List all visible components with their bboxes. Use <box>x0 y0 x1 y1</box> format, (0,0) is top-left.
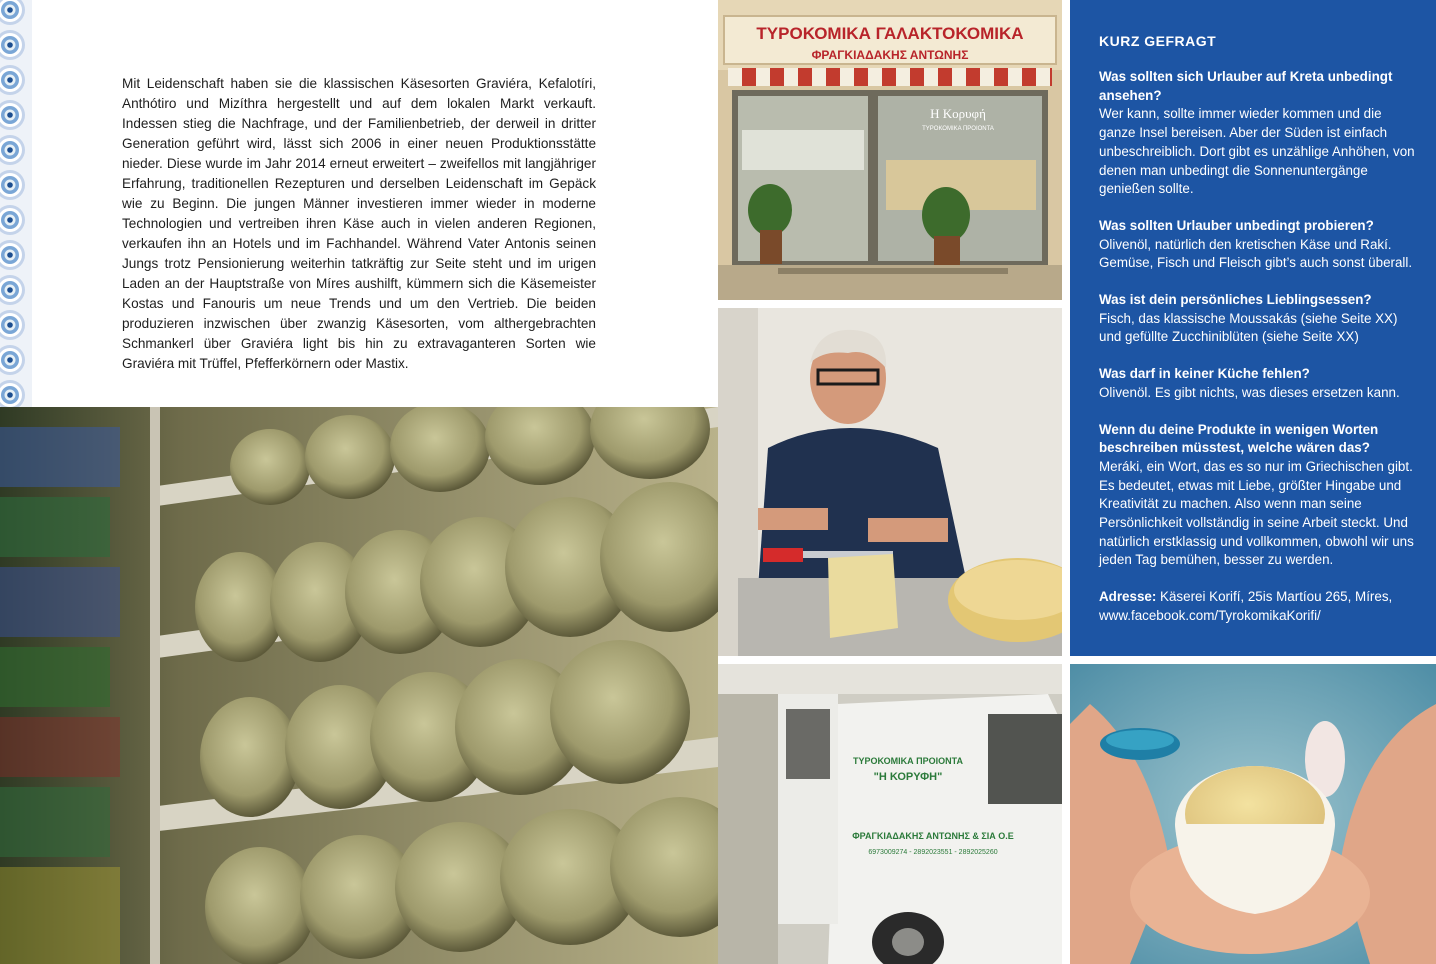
van-text-line4: 6973009274 - 2892023551 - 2892025260 <box>868 849 998 856</box>
qa-item <box>1099 217 1416 273</box>
address-url-link[interactable]: www.facebook.com/TyrokomikaKorifi/ <box>1099 607 1321 623</box>
shop-window-subtitle: ΤΥΡΟΚΟΜΙΚΑ ΠΡΟΙΟΝΤΑ <box>922 126 994 132</box>
cheesemaker-photo <box>718 308 1062 656</box>
answer: Olivenöl, natürlich den kretischen Käse und Rakí. Gemüse, Fisch und Fleisch gibt’s auch sonst überall. <box>1099 236 1413 271</box>
question: Was sollten sich Urlauber auf Kreta unbedingt ansehen? <box>1099 69 1393 103</box>
delivery-van-photo <box>718 664 1062 964</box>
address-block <box>1099 588 1416 625</box>
address-label: Adresse: <box>1099 589 1157 605</box>
interview-heading: KURZ GEFRAGT <box>1099 33 1217 49</box>
qa-item <box>1099 421 1416 571</box>
shop-front-photo <box>718 0 1062 300</box>
question: Was darf in keiner Küche fehlen? <box>1099 366 1310 382</box>
qa-item <box>1099 291 1416 347</box>
shop-sign-line1: ΤΥΡΟΚΟΜΙΚΑ ΓΑΛΑΚΤΟΚΟΜΙΚΑ <box>756 24 1024 43</box>
shop-sign-line2: ΦΡΑΓΚΙΑΔΑΚΗΣ ΑΝΤΩΝΗΣ <box>811 48 969 62</box>
hands-holding-cheese-photo <box>1070 664 1436 964</box>
shop-window-name: Η Κορυφή <box>930 106 986 121</box>
qa-item <box>1099 365 1416 402</box>
address-value: Käserei Korifí, 25is Martíou 265, Míres, <box>1160 589 1393 605</box>
question: Was sollten Urlauber unbedingt probieren? <box>1099 217 1374 233</box>
van-text-line3: ΦΡΑΓΚΙΑΔΑΚΗΣ ΑΝΤΩΝΗΣ & ΣΙΑ Ο.Ε <box>852 831 1014 841</box>
intro-paragraph: Mit Leidenschaft haben sie die klassischen Käsesorten Graviéra, Kefalotíri, Anthótiro und Mizíthra hergestellt und auf dem lokalen Markt verkauft. Indessen stieg die Nachfrage, und der Familienbetrieb, der derweil in dritter Generation geführt wird, lässt sich 2006 in einer neuen Produktionsstätte nieder. Diese wurde im Jahr 2014 erneut erweitert – zweifellos mit langjähriger Erfahrung, traditionellen Rezepturen und derselben Leidenschaft im Gepäck wie zu Beginn. Die jungen Männer investieren immer wieder in moderne Technologien und vertreiben ihren Käse auch in vielen anderen Regionen, verkaufen ihn an Hotels und im Fachhandel. Während Vater Antonis seinen Jungs trotz Pensionierung weiterhin tatkräftig zur Seite steht und im urigen Laden an der Hauptstraße von Míres aushilft, kümmern sich die Käsemeister Kostas und Fanouris um neue Trends und um den Vertrieb. Die beiden produzieren inzwischen über zwanzig Käsesorten, vom althergebrachten Schmankerl über Graviéra light bis hin zu extravaganteren Sorten wie Graviéra mit Trüffel, Pfefferkörnern oder Mastix. <box>122 76 596 371</box>
question: Wenn du deine Produkte in wenigen Worten beschreiben müsstest, welche wären das? <box>1099 421 1379 456</box>
answer: Wer kann, sollte immer wieder kommen und die ganze Insel bereisen. Aber der Süden ist einfach unbeschreiblich. Dort gibt es unzählige Anhöhen, von denen man unbedingt die Sonnenuntergänge genießen sollte. <box>1099 106 1415 197</box>
answer: Fisch, das klassische Moussakás (siehe Seite XX) und gefüllte Zucchiniblüten (siehe Seite XX) <box>1099 310 1398 345</box>
cheese-shelves-photo <box>0 407 718 964</box>
van-text-line2: "Η ΚΟΡΥΦΗ" <box>873 771 943 783</box>
evil-eye-pattern-strip <box>0 0 32 410</box>
van-text-line1: ΤΥΡΟΚΟΜΙΚΑ ΠΡΟΙΟΝΤΑ <box>853 756 963 766</box>
interview-box <box>1070 0 1436 656</box>
answer: Meráki, ein Wort, das es so nur im Griechischen gibt. Es bedeutet, etwas mit Liebe, größter Hingabe und Kreativität zu machen. Also wenn man seine Persönlichkeit vollständig in seine Arbeit steckt. Und natürlich erstklassig und vollkommen, obwohl wir uns jeden Tag bemühen, besser zu werden. <box>1099 458 1414 568</box>
answer: Olivenöl. Es gibt nichts, was dieses ersetzen kann. <box>1099 384 1400 400</box>
question: Was ist dein persönliches Lieblingsessen? <box>1099 292 1372 308</box>
qa-item <box>1099 68 1416 199</box>
